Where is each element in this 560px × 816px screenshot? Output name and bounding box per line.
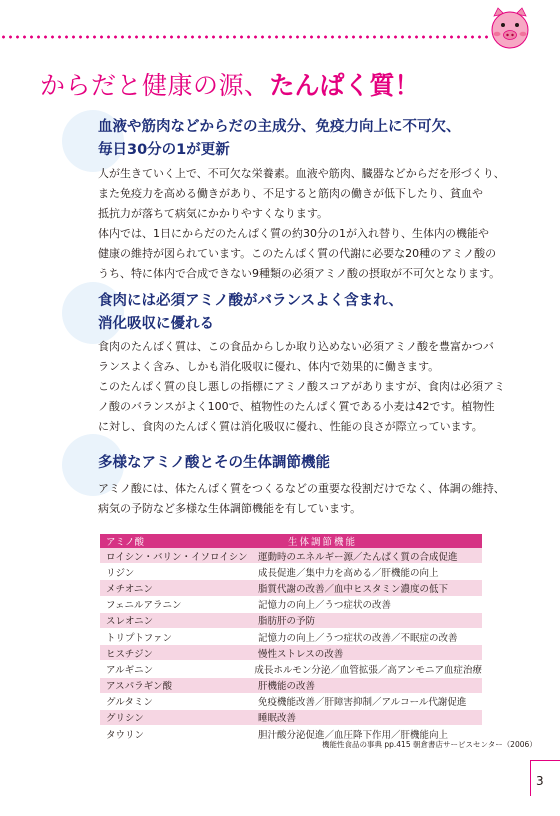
- section1-heading-line2: 毎日30分の1が更新: [98, 142, 230, 158]
- section1-heading-line1: 血液や筋肉などからだの主成分、免疫力向上に不可欠、: [98, 119, 461, 135]
- pig-face-icon: [488, 6, 532, 50]
- amino-acid-name: グルタミン: [106, 697, 153, 709]
- amino-acid-function: 成長ホルモン分泌／血管拡張／高アンモニア血症治療: [254, 664, 482, 676]
- amino-acid-name: リジン: [106, 567, 135, 579]
- section2-heading: [98, 290, 403, 336]
- page-title-bold: たんぱく質！: [269, 71, 420, 100]
- paragraph-line: アミノ酸には、体たんぱく質をつくるなどの重要な役割だけでなく、体調の維持、: [98, 482, 505, 495]
- table-header: [100, 534, 482, 548]
- paragraph-line: ランスよく含み、しかも消化吸収に優れ、体内で効果的に働きます。: [98, 360, 440, 373]
- amino-acid-name: メチオニン: [106, 583, 153, 595]
- amino-acid-function: 運動時のエネルギー源／たんぱく質の合成促進: [258, 551, 458, 563]
- paragraph-line: このたんぱく質の良し悪しの指標にアミノ酸スコアがありますが、食肉は必須アミ: [98, 380, 505, 393]
- amino-acid-function: 脂質代謝の改善／血中ヒスタミン濃度の低下: [258, 583, 449, 595]
- table-header-function: 生体調節機能: [288, 537, 358, 548]
- section1-heading: [98, 116, 461, 162]
- amino-acid-name: タウリン: [106, 729, 145, 741]
- table-row: [100, 694, 482, 710]
- amino-acid-function: 睡眠改善: [258, 713, 297, 725]
- paragraph-line: 人が生きていく上で、不可欠な栄養素。血液や筋肉、臓器などからだを形づくり、: [98, 167, 505, 180]
- paragraph-line: 抵抗力が落ちて病気にかかりやすくなります。: [98, 207, 329, 220]
- paragraph-line: うち、特に体内で合成できない9種類の必須アミノ酸の摂取が不可欠となります。: [98, 267, 501, 280]
- amino-acid-function: 記憶力の向上／うつ症状の改善／不眠症の改善: [258, 632, 458, 644]
- amino-acid-name: ヒスチジン: [106, 648, 153, 660]
- section2-body: [98, 337, 518, 437]
- paragraph-line: 病気の予防など多様な生体調節機能を有しています。: [98, 502, 362, 515]
- amino-acid-name: グリシン: [106, 713, 144, 725]
- page-title: [40, 66, 420, 102]
- amino-acid-function: 免疫機能改善／肝障害抑制／アルコール代謝促進: [258, 697, 467, 709]
- amino-acid-name: アルギニン: [106, 664, 154, 676]
- paragraph-line: また免疫力を高める働きがあり、不足すると筋肉の働きが低下したり、貧血や: [98, 187, 483, 200]
- amino-acid-name: ロイシン・バリン・イソロイシン: [106, 551, 248, 563]
- section1-body: [98, 164, 518, 284]
- page-number-frame: [530, 760, 560, 796]
- amino-acid-function: 脂肪肝の予防: [258, 616, 316, 628]
- table-row: [100, 564, 482, 580]
- table-header-amino-acid: アミノ酸: [106, 537, 145, 548]
- table-row: [100, 597, 482, 613]
- table-row: [100, 710, 482, 726]
- amino-acid-name: フェニルアラニン: [106, 600, 182, 612]
- amino-acid-name: トリプトファン: [106, 632, 173, 644]
- section3-body: [98, 479, 518, 519]
- section2-heading-line1: 食肉には必須アミノ酸がバランスよく含まれ、: [98, 293, 403, 309]
- page-title-normal: からだと健康の源、: [40, 71, 270, 100]
- amino-acid-table: [100, 534, 482, 742]
- paragraph-line: ノ酸のバランスがよく100で、植物性のたんぱく質である小麦は42です。植物性: [98, 400, 495, 413]
- table-row: [100, 678, 482, 694]
- section2-heading-line2: 消化吸収に優れる: [98, 316, 214, 332]
- paragraph-line: 健康の維持が図られています。このたんぱく質の代謝に必要な20種のアミノ酸の: [98, 247, 497, 260]
- paragraph-line: 食肉のたんぱく質は、この食品からしか取り込めない必須アミノ酸を豊富かつバ: [98, 340, 494, 353]
- amino-acid-function: 慢性ストレスの改善: [258, 648, 344, 660]
- dotted-divider: [0, 35, 488, 39]
- table-row: [100, 645, 482, 661]
- table-row: [100, 580, 482, 596]
- paragraph-line: 体内では、1日にからだのたんぱく質の約30分の1が入れ替り、生体内の機能や: [98, 227, 489, 240]
- table-row: [100, 629, 482, 645]
- amino-acid-name: スレオニン: [106, 616, 154, 628]
- table-row: [100, 548, 482, 564]
- paragraph-line: に対し、食肉のたんぱく質は消化吸収に優れ、性能の良さが際立っています。: [98, 420, 483, 433]
- table-body: [100, 548, 482, 742]
- amino-acid-function: 胆汁酸分泌促進／血圧降下作用／肝機能向上: [258, 729, 449, 741]
- table-row: [100, 661, 482, 677]
- amino-acid-function: 成長促進／集中力を高める／肝機能の向上: [258, 567, 439, 579]
- section3-heading: 多様なアミノ酸とその生体調節機能: [98, 455, 330, 471]
- amino-acid-function: 肝機能の改善: [258, 681, 316, 693]
- amino-acid-function: 記憶力の向上／うつ症状の改善: [258, 600, 392, 612]
- amino-acid-name: アスパラギン酸: [106, 681, 173, 693]
- page-number: 3: [536, 774, 544, 788]
- table-row: [100, 613, 482, 629]
- source-citation: 機能性食品の事典 pp.415 朝倉書店サービスセンター（2006）: [322, 740, 537, 749]
